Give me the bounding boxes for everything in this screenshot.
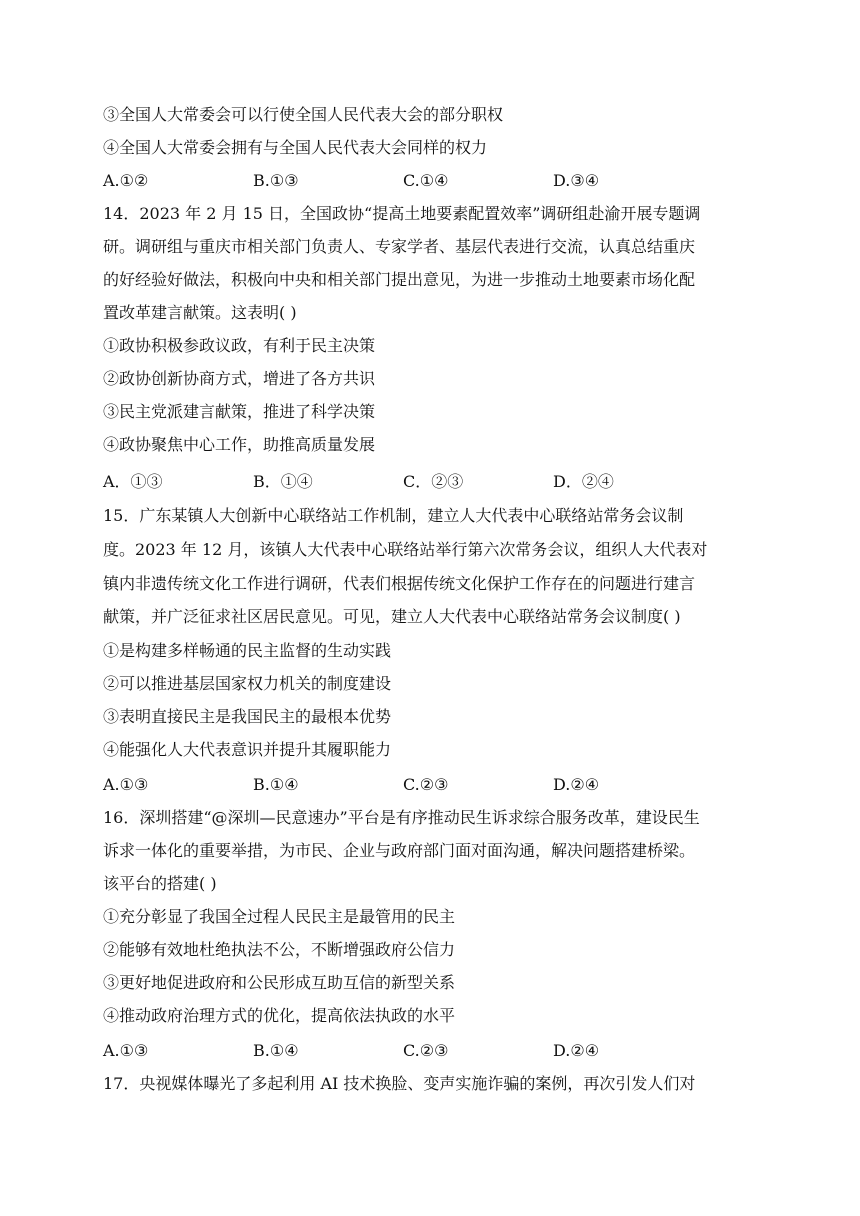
q14-option-a: A．①③ — [103, 472, 163, 491]
q16-item-1: ①充分彰显了我国全过程人民民主是最管用的民主 — [103, 907, 456, 926]
q14-stem-line-4: 置改革建言献策。这表明( ) — [103, 303, 297, 322]
q14-option-d: D．②④ — [553, 472, 614, 491]
q16-option-d: D.②④ — [553, 1041, 600, 1060]
q16-item-3: ③更好地促进政府和公民形成互助互信的新型关系 — [103, 973, 456, 992]
q13-option-b: B.①③ — [253, 171, 299, 190]
q16-stem-line-2: 诉求一体化的重要举措，为市民、企业与政府部门面对面沟通，解决问题搭建桥梁。 — [103, 841, 696, 860]
q15-stem-line-1: 15．广东某镇人大创新中心联络站工作机制，建立人大代表中心联络站常务会议制 — [103, 506, 684, 525]
q15-item-3: ③表明直接民主是我国民主的最根本优势 — [103, 707, 392, 726]
q16-stem-line-1: 16．深圳搭建“@深圳—民意速办”平台是有序推动民生诉求综合服务改革，建设民生 — [103, 808, 700, 827]
q14-option-c: C．②③ — [403, 472, 464, 491]
q14-stem-line-3: 的好经验好做法，积极向中央和相关部门提出意见，为进一步推动土地要素市场化配 — [103, 270, 696, 289]
q14-stem-line-2: 研。调研组与重庆市相关部门负责人、专家学者、基层代表进行交流，认真总结重庆 — [103, 237, 696, 256]
q14-item-1: ①政协积极参政议政，有利于民主决策 — [103, 336, 376, 355]
q15-item-1: ①是构建多样畅通的民主监督的生动实践 — [103, 641, 392, 660]
q16-item-4: ④推动政府治理方式的优化，提高依法执政的水平 — [103, 1006, 456, 1025]
q14-item-4: ④政协聚焦中心工作，助推高质量发展 — [103, 435, 376, 454]
q14-item-2: ②政协创新协商方式，增进了各方共识 — [103, 369, 376, 388]
q13-option-a: A.①② — [103, 171, 149, 190]
q15-option-a: A.①③ — [103, 775, 149, 794]
q14-item-3: ③民主党派建言献策，推进了科学决策 — [103, 402, 376, 421]
q15-stem-line-3: 镇内非遗传统文化工作进行调研，代表们根据传统文化保护工作存在的问题进行建言 — [103, 574, 696, 593]
q14-options — [103, 471, 763, 493]
q15-item-4: ④能强化人大代表意识并提升其履职能力 — [103, 740, 392, 759]
q13-option-c: C.①④ — [403, 171, 449, 190]
q15-option-d: D.②④ — [553, 775, 600, 794]
q15-option-c: C.②③ — [403, 775, 449, 794]
q13-item-3: ③全国人大常委会可以行使全国人民代表大会的部分职权 — [103, 105, 504, 124]
q15-item-2: ②可以推进基层国家权力机关的制度建设 — [103, 674, 392, 693]
q16-option-c: C.②③ — [403, 1041, 449, 1060]
q16-option-a: A.①③ — [103, 1041, 149, 1060]
q15-options — [103, 774, 763, 796]
q14-stem-line-1: 14．2023 年 2 月 15 日，全国政协“提高土地要素配置效率”调研组赴渝开展专题调 — [103, 204, 701, 223]
q13-item-4: ④全国人大常委会拥有与全国人民代表大会同样的权力 — [103, 138, 488, 157]
q13-options — [103, 170, 763, 192]
q13-option-d: D.③④ — [553, 171, 600, 190]
q16-option-b: B.①④ — [253, 1041, 299, 1060]
q17-stem-line-1: 17．央视媒体曝光了多起利用 AI 技术换脸、变声实施诈骗的案例，再次引发人们对 — [103, 1074, 696, 1093]
q14-option-b: B．①④ — [253, 472, 313, 491]
q16-item-2: ②能够有效地杜绝执法不公，不断增强政府公信力 — [103, 940, 456, 959]
q16-stem-line-3: 该平台的搭建( ) — [103, 874, 217, 893]
q15-option-b: B.①④ — [253, 775, 299, 794]
q15-stem-line-4: 献策，并广泛征求社区居民意见。可见，建立人大代表中心联络站常务会议制度( ) — [103, 607, 681, 626]
q15-stem-line-2: 度。2023 年 12 月，该镇人大代表中心联络站举行第六次常务会议，组织人大代表对 — [103, 540, 708, 559]
q16-options — [103, 1040, 763, 1062]
